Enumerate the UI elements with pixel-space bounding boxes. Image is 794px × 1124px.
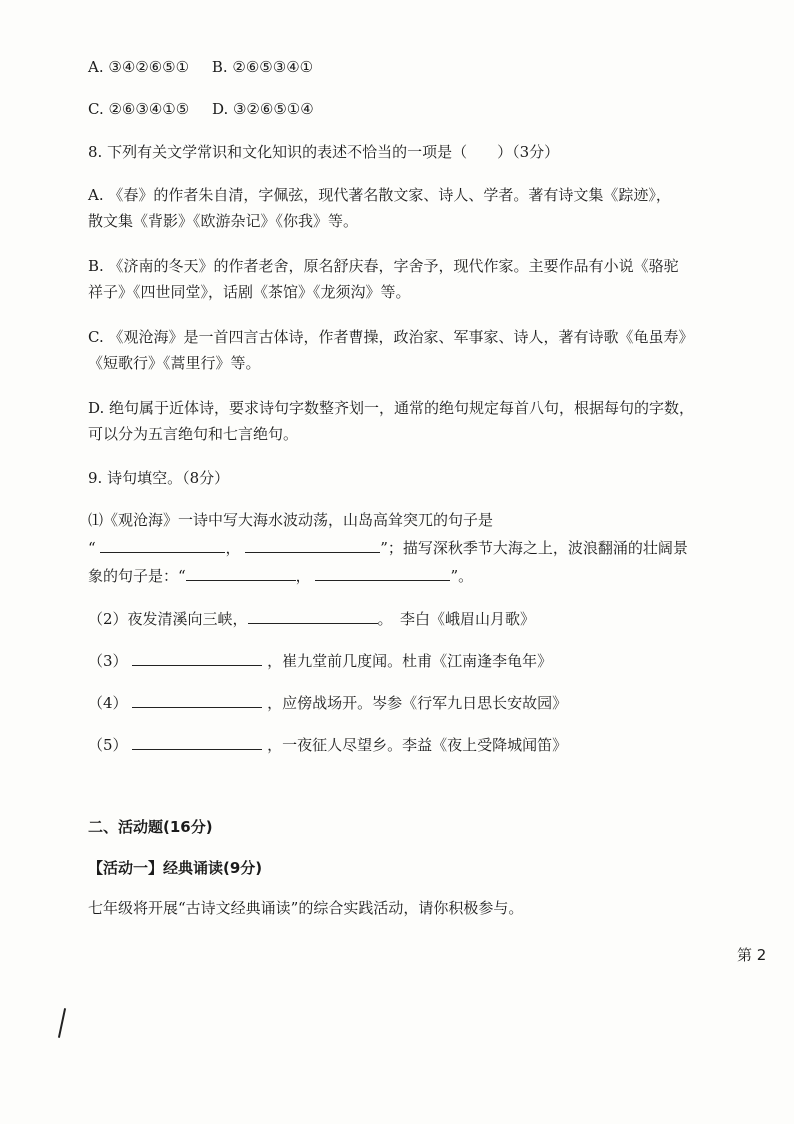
section-2-title: 二、活动题(16分)	[88, 818, 213, 836]
q7-option-b: B. ②⑥⑤③④①	[211, 58, 314, 76]
q8-option-b-line2: 祥子》《四世同堂》，话剧《茶馆》《龙须沟》等。	[88, 283, 411, 301]
q7-option-d: D. ③②⑥⑤①④	[211, 100, 314, 118]
q8-option-d-line2: 可以分为五言绝句和七言绝句。	[88, 425, 299, 443]
q8-option-d-line1: D. 绝句属于近体诗，要求诗句字数整齐划一，通常的绝句规定每首八句，根据每句的字数，	[88, 399, 695, 417]
q7-option-c: C. ②⑥③④①⑤	[88, 100, 190, 118]
answer-blank[interactable]	[315, 566, 450, 581]
pen-mark	[58, 1008, 66, 1038]
q7-options-row1	[88, 57, 313, 77]
q8-option-b-line1: B. 《济南的冬天》的作者老舍，原名舒庆春，字舍予，现代作家。主要作品有小说《骆驼	[88, 257, 679, 275]
answer-blank[interactable]	[186, 566, 296, 581]
q9-sub1-blanks: “ ， ”；描写深秋季节大海之上，波浪翻涌的壮阔景	[88, 539, 688, 557]
q9-stem: 9. 诗句填空。（8分）	[88, 469, 230, 487]
answer-blank[interactable]	[248, 609, 378, 624]
answer-blank[interactable]	[132, 651, 262, 666]
q8-option-a-line1: A. 《春》的作者朱自清，字佩弦，现代著名散文家、诗人、学者。著有诗文集《踪迹》，	[88, 186, 671, 204]
q8-option-c-line1: C. 《观沧海》是一首四言古体诗，作者曹操，政治家、军事家、诗人，著有诗歌《龟虽寿》	[88, 328, 694, 346]
q9-sub4: （4） ，应傍战场开。岑参《行军九日思长安故园》	[88, 694, 568, 712]
q9-sub5: （5） ，一夜征人尽望乡。李益《夜上受降城闻笛》	[88, 736, 568, 754]
activity-1-heading: 【活动一】经典诵读(9分)	[88, 859, 263, 877]
q9-sub1-blanks-2: 象的句子是：“ ， ”。	[88, 567, 474, 585]
page-number: 第 2	[737, 946, 767, 964]
q8-stem: 8. 下列有关文学常识和文化知识的表述不恰当的一项是（ ）（3分）	[88, 143, 560, 161]
answer-blank[interactable]	[132, 735, 262, 750]
q9-sub2: （2）夜发清溪向三峡， 。 李白《峨眉山月歌》	[88, 610, 536, 628]
answer-blank[interactable]	[245, 538, 380, 553]
q7-options-row2	[88, 99, 314, 119]
q9-sub3: （3） ，崔九堂前几度闻。杜甫《江南逢李龟年》	[88, 652, 553, 670]
answer-blank[interactable]	[100, 538, 225, 553]
activity-1-intro: 七年级将开展“古诗文经典诵读”的综合实践活动，请你积极参与。	[88, 899, 524, 917]
q8-option-a-line2: 散文集《背影》《欧游杂记》《你我》等。	[88, 212, 359, 230]
q8-option-c-line2: 《短歌行》《蒿里行》等。	[88, 354, 261, 372]
q7-option-a: A. ③④②⑥⑤①	[88, 58, 190, 76]
answer-blank[interactable]	[132, 693, 262, 708]
q9-sub1-prompt: ⑴《观沧海》一诗中写大海水波动荡，山岛高耸突兀的句子是	[88, 511, 494, 529]
